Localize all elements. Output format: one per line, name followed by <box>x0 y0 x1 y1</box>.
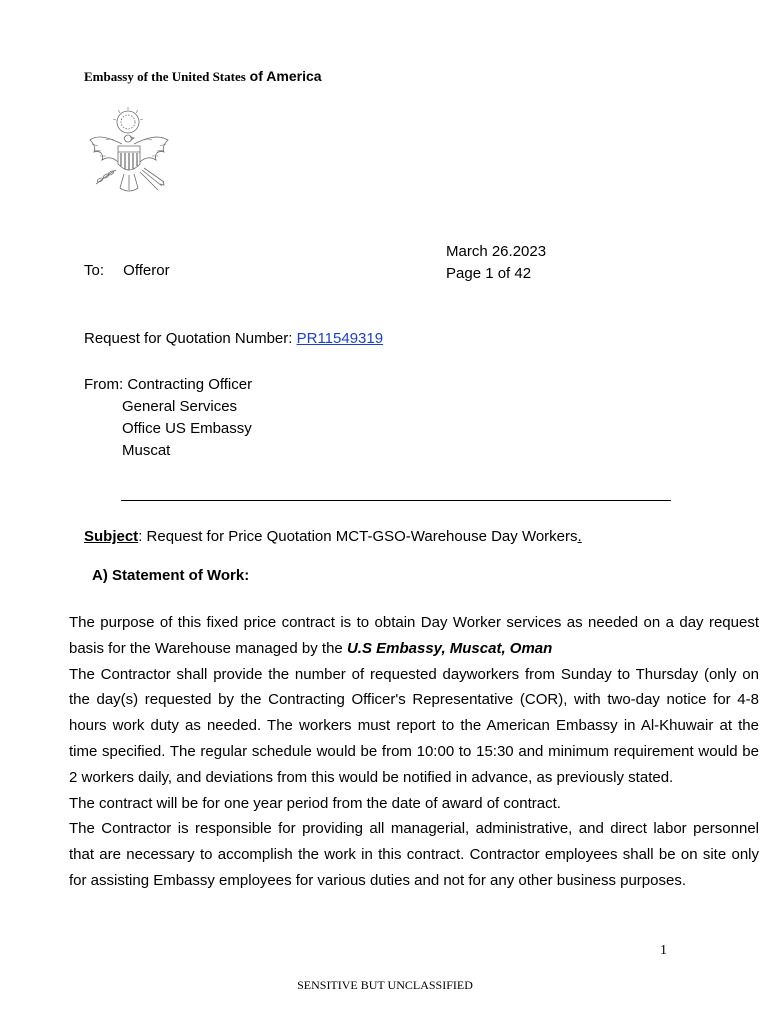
body-paragraph-1-text: The purpose of this fixed price contract is to obtain Day Worker services as needed on a day request basis for the Warehouse managed by the <box>69 614 759 657</box>
section-heading: A) Statement of Work: <box>92 567 250 584</box>
us-great-seal-icon <box>84 104 174 200</box>
recipient-value: Offeror <box>123 262 170 279</box>
body-paragraph-1 <box>69 610 759 662</box>
page-number: 1 <box>660 943 667 958</box>
body-paragraph-1-emphasis: U.S Embassy, Muscat, Oman <box>346 639 553 657</box>
subject-text: : Request for Price Quotation MCT-GSO-Warehouse Day Workers <box>138 528 578 545</box>
page-info: Page 1 of 42 <box>446 265 532 282</box>
subject-end: . <box>577 528 582 545</box>
from-block <box>84 374 252 462</box>
statement-of-work-body <box>69 610 759 894</box>
rfq-line <box>84 330 383 347</box>
subject-label: Subject <box>84 528 139 545</box>
body-paragraph-4: The Contractor is responsible for providing all managerial, administrative, and direct labor personnel that are necessary to accomplish the work in this contract. Contractor employees shall be on site only for assisting Embassy employees for various duties and not for any other business purposes. <box>69 820 759 889</box>
date-block <box>446 241 546 285</box>
body-paragraph-2: The Contractor shall provide the number of requested dayworkers from Sunday to Thursday (only on the day(s) requested by the Contracting Officer's Representative (COR), with two-day notice for 4-8 hours work duty as needed. The workers must report to the American Embassy in Al-Khuwair at the time specified. The regular schedule would be from 10:00 to 15:30 and minimum requirement would be 2 workers daily, and deviations from this would be notified in advance, as previously stated. <box>69 665 759 786</box>
document-date: March 26.2023 <box>446 243 547 260</box>
recipient-line <box>84 262 170 279</box>
embassy-header <box>84 68 322 85</box>
signature-divider <box>121 500 671 501</box>
classification-footer: SENSITIVE BUT UNCLASSIFIED <box>297 978 473 992</box>
from-line-office: Office US Embassy <box>122 420 252 437</box>
subject-line <box>84 528 582 545</box>
body-paragraph-3: The contract will be for one year period from the date of award of contract. <box>69 794 561 812</box>
embassy-header-tail: of America <box>245 68 322 84</box>
from-label: From: Contracting Officer <box>84 376 253 393</box>
rfq-number-link[interactable]: PR11549319 <box>296 330 384 347</box>
recipient-label: To: <box>84 262 105 279</box>
from-line-department: General Services <box>122 398 238 415</box>
from-line-city: Muscat <box>122 442 171 459</box>
rfq-label: Request for Quotation Number: <box>84 330 297 347</box>
embassy-header-main: Embassy of the United States <box>84 69 246 84</box>
